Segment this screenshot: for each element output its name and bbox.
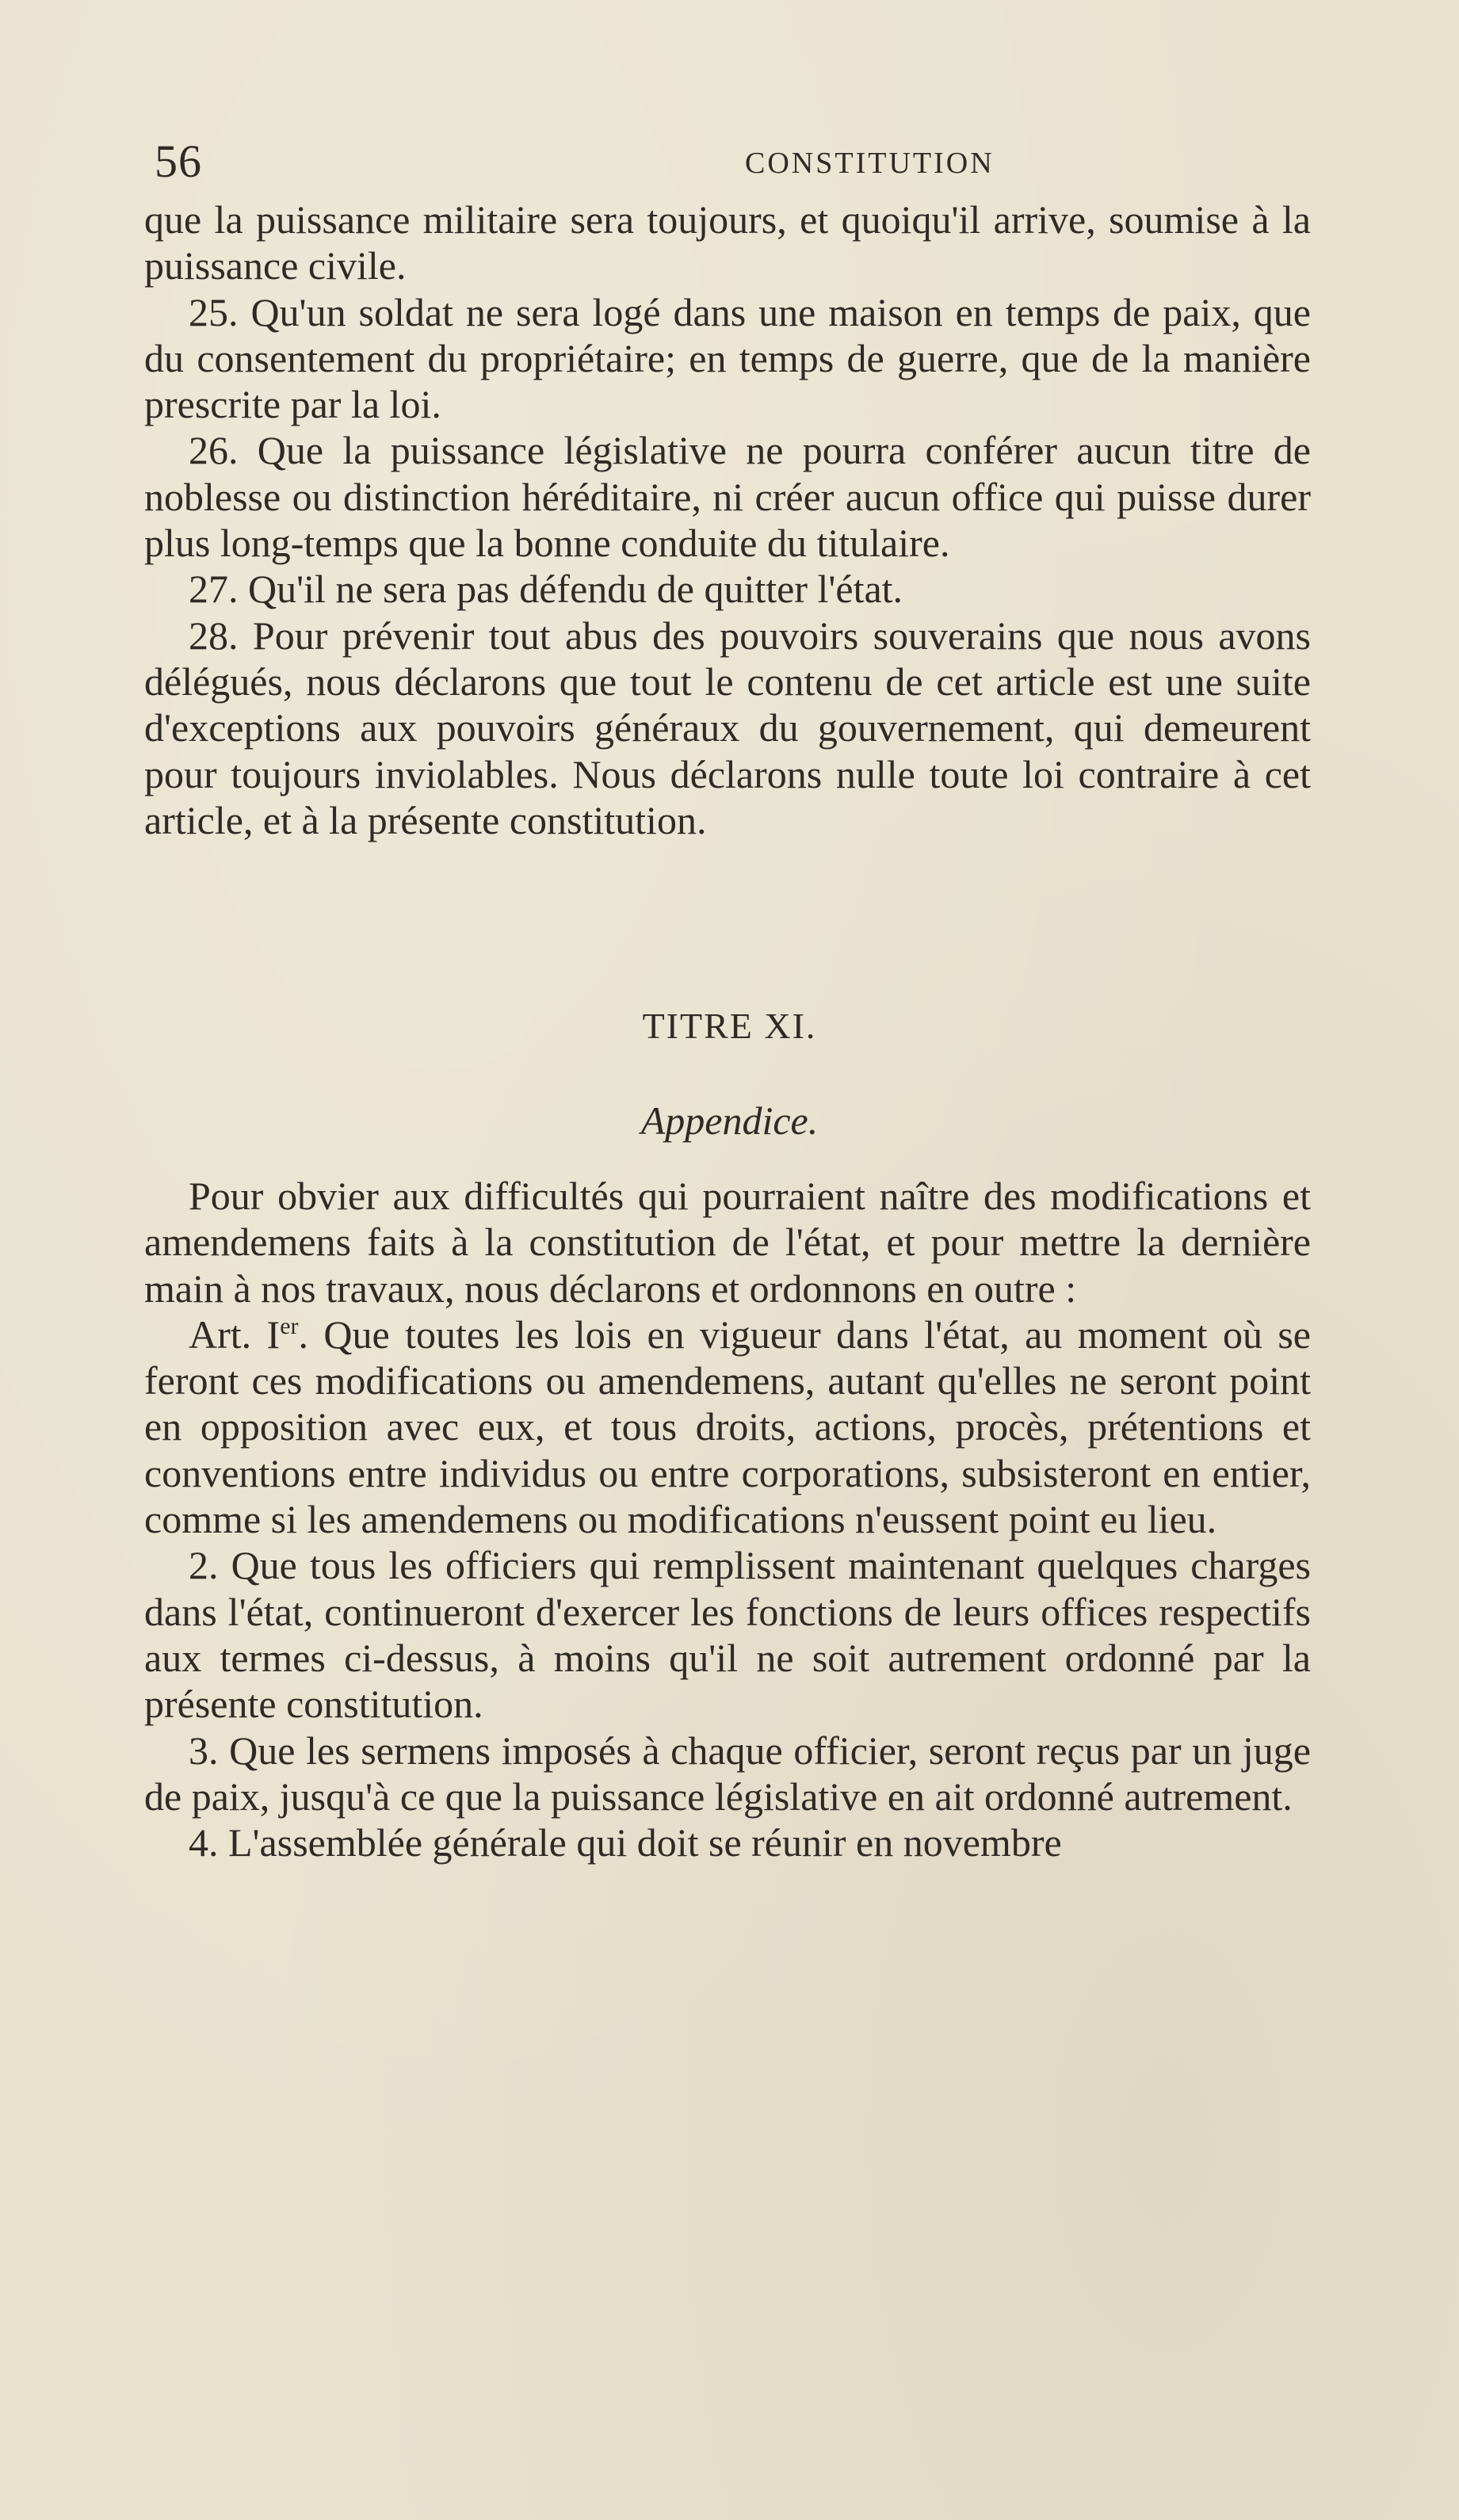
paragraph-article-1: [144, 1312, 1311, 1542]
text-block-appendice: [144, 1173, 1311, 1865]
page-number: 56: [155, 136, 202, 187]
paragraph-article-28: 28. Pour prévenir tout abus des pouvoirs souverains que nous avons délégués, nous déclarons que tout le contenu de cet article est une suite d'exceptions aux pouvoirs généraux du gouvernement, qui demeurent pour toujours inviolables. Nous déclarons nulle toute loi contraire à cet article, et à la présente constitution.: [144, 613, 1311, 842]
paragraph-intro: Pour obvier aux difficultés qui pourraient naître des modifications et amendemens faits à la constitution de l'état, et pour mettre la dernière main à nos travaux, nous déclarons et ordonnons en outre :: [144, 1174, 1311, 1311]
running-head: CONSTITUTION: [745, 147, 995, 180]
paragraph-article-27: 27. Qu'il ne sera pas défendu de quitter l'état.: [189, 567, 903, 612]
article-1-prefix: Art. I: [189, 1312, 281, 1357]
page-header: [155, 135, 1304, 190]
paragraph-article-26: 26. Que la puissance législative ne pourra conférer aucun titre de noblesse ou distinction héréditaire, ni créer aucun office qui puisse durer plus long-temps que la bonne conduite du titulaire.: [144, 428, 1311, 566]
section-subtitle: Appendice.: [640, 1098, 819, 1143]
paragraph-continuation: que la puissance militaire sera toujours, et quoiqu'il arrive, soumise à la puissance civile.: [144, 197, 1311, 288]
paragraph-article-4: 4. L'assemblée générale qui doit se réunir en novembre: [189, 1820, 1062, 1865]
article-1-text: . Que toutes les lois en vigueur dans l'état, au moment où se feront ces modifications ou amendemens, autant qu'elles ne seront point en opposition avec eux, et tous droits, actions, procès, prétentions et conventions entre individus ou entre corporations, subsisteront en entier, comme si les amendemens ou modifications n'eussent point eu lieu.: [144, 1312, 1311, 1542]
article-1-superscript: er: [280, 1312, 299, 1339]
text-block-articles: [144, 197, 1311, 843]
paragraph-article-2: 2. Que tous les officiers qui remplissent maintenant quelques charges dans l'état, continueront d'exercer les fonctions de leurs offices respectifs aux termes ci-dessus, à moins qu'il ne soit autrement ordonné par la présente constitution.: [144, 1543, 1311, 1727]
paragraph-article-25: 25. Qu'un soldat ne sera logé dans une maison en temps de paix, que du consentement du propriétaire; en temps de guerre, que de la manière prescrite par la loi.: [144, 289, 1311, 427]
paragraph-article-3: 3. Que les sermens imposés à chaque officier, seront reçus par un juge de paix, jusqu'à ce que la puissance législative en ait ordonné autrement.: [144, 1728, 1311, 1819]
section-heading: TITRE XI.: [642, 1006, 817, 1046]
